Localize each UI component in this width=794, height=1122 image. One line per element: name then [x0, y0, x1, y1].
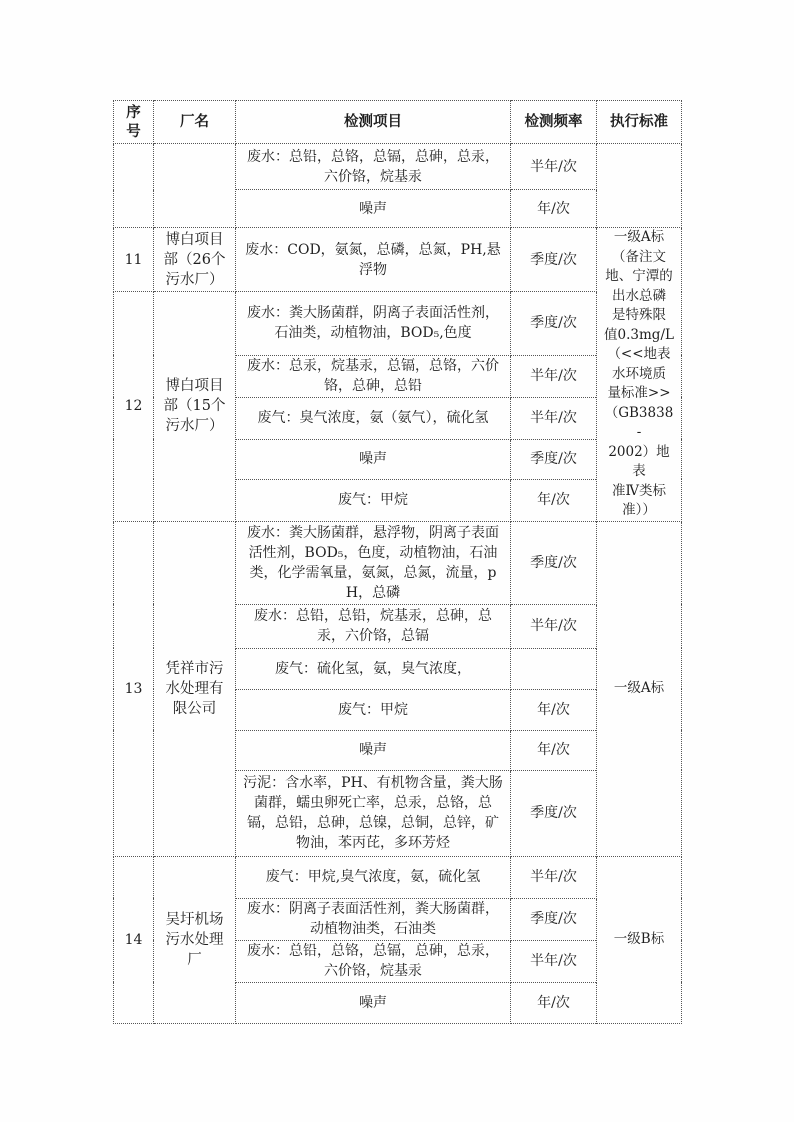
freq-cell: 季度/次	[511, 228, 597, 292]
seq-cell: 13	[114, 521, 154, 856]
freq-cell: 半年/次	[511, 604, 597, 648]
header-items: 检测项目	[236, 101, 511, 144]
item-cell: 废水：阴离子表面活性剂，粪大肠菌群，动植物油类，石油类	[236, 898, 511, 940]
header-seq: 序号	[114, 101, 154, 144]
plant-cell: 博白项目部（26个污水厂）	[154, 228, 236, 292]
freq-cell: 年/次	[511, 479, 597, 521]
item-cell: 噪声	[236, 190, 511, 228]
item-cell: 噪声	[236, 730, 511, 770]
item-cell: 废气：甲烷,臭气浓度，氨，硫化氢	[236, 856, 511, 898]
standard-cell: 一级B标	[597, 856, 682, 1023]
standard-cell: 一级A标	[597, 521, 682, 856]
freq-cell: 年/次	[511, 982, 597, 1023]
item-cell: 噪声	[236, 982, 511, 1023]
freq-cell: 半年/次	[511, 144, 597, 190]
table-row	[114, 856, 682, 898]
item-cell: 噪声	[236, 439, 511, 479]
seq-cell: 12	[114, 292, 154, 522]
plant-cell: 博白项目部（15个污水厂）	[154, 292, 236, 522]
freq-cell: 年/次	[511, 689, 597, 730]
freq-cell: 季度/次	[511, 292, 597, 356]
item-cell: 废气：硫化氢，氨，臭气浓度，	[236, 648, 511, 689]
item-cell: 污泥：含水率，PH、有机物含量，粪大肠菌群，蠕虫卵死亡率，总汞，总铬，总镉，总铅，总砷，总镍，总铜，总锌，矿物油，苯丙芘，多环芳烃	[236, 770, 511, 856]
freq-cell: 年/次	[511, 730, 597, 770]
freq-cell: 季度/次	[511, 770, 597, 856]
header-freq: 检测频率	[511, 101, 597, 144]
header-standard: 执行标准	[597, 101, 682, 144]
item-cell: 废气：甲烷	[236, 479, 511, 521]
monitoring-table	[113, 100, 682, 1024]
item-cell: 废气：甲烷	[236, 689, 511, 730]
item-cell: 废水：总铅，总铅，烷基汞，总砷，总汞，六价铬，总镉	[236, 604, 511, 648]
freq-cell: 季度/次	[511, 439, 597, 479]
seq-cell: 14	[114, 856, 154, 1023]
freq-cell: 季度/次	[511, 521, 597, 604]
item-cell: 废水：粪大肠菌群，阴离子表面活性剂，石油类，动植物油，BOD₅,色度	[236, 292, 511, 356]
item-cell: 废气：臭气浓度，氨（氨气），硫化氢	[236, 397, 511, 439]
seq-cell: 11	[114, 228, 154, 292]
table-row	[114, 521, 682, 604]
freq-cell: 季度/次	[511, 898, 597, 940]
header-plant: 厂名	[154, 101, 236, 144]
table-row	[114, 292, 682, 356]
standard-cell	[597, 144, 682, 228]
seq-cell	[114, 144, 154, 228]
table-header-row	[114, 101, 682, 144]
table-row	[114, 144, 682, 190]
item-cell: 废水：总铅，总铬，总镉，总砷，总汞，六价铬，烷基汞	[236, 144, 511, 190]
item-cell: 废水：粪大肠菌群，悬浮物，阴离子表面活性剂，BOD₅，色度，动植物油，石油类，化学需氧量，氨氮，总氮，流量，pH，总磷	[236, 521, 511, 604]
freq-cell: 半年/次	[511, 355, 597, 397]
freq-cell: 年/次	[511, 190, 597, 228]
table-row	[114, 228, 682, 292]
item-cell: 废水：总铅，总铬，总镉，总砷，总汞，六价铬，烷基汞	[236, 940, 511, 982]
plant-cell: 凭祥市污水处理有限公司	[154, 521, 236, 856]
freq-cell	[511, 648, 597, 689]
item-cell: 废水：COD，氨氮，总磷，总氮，PH,悬浮物	[236, 228, 511, 292]
plant-cell: 吴圩机场污水处理厂	[154, 856, 236, 1023]
item-cell: 废水：总汞，烷基汞，总镉，总铬，六价铬，总砷，总铅	[236, 355, 511, 397]
standard-cell: 一级A标 （备注文 地、宁潭的 出水总磷 是特殊限 值0.3mg/L （<<地表 水环境质 量标准>> （GB3838- 2002）地表 准Ⅳ类标 准））	[597, 228, 682, 522]
freq-cell: 半年/次	[511, 856, 597, 898]
freq-cell: 半年/次	[511, 940, 597, 982]
plant-cell	[154, 144, 236, 228]
freq-cell: 半年/次	[511, 397, 597, 439]
